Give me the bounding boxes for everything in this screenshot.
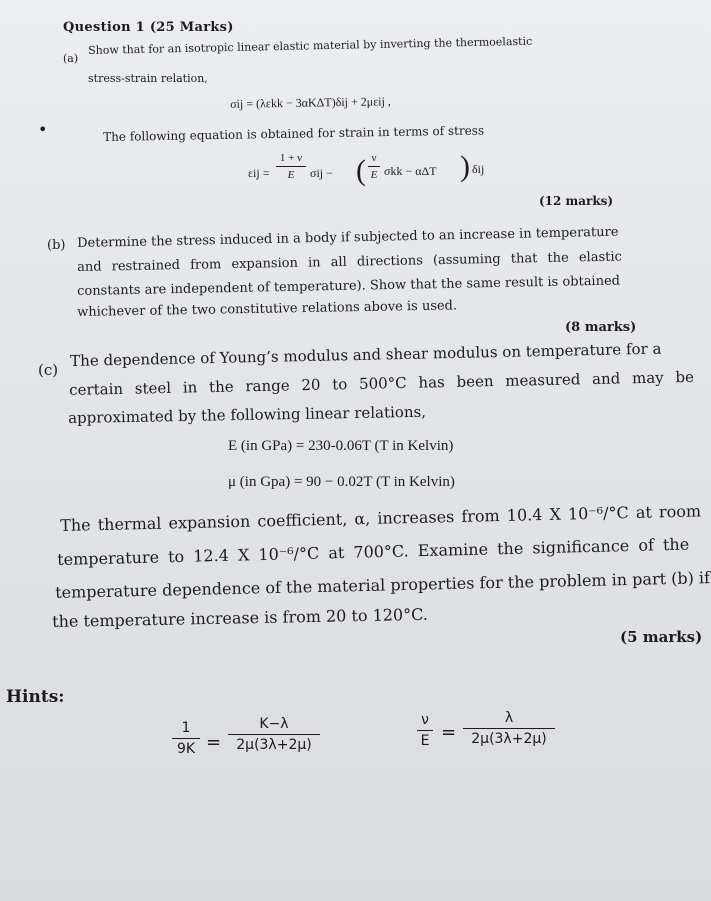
hint1-equals: = (206, 732, 222, 753)
eq2-lhs: εij = (248, 166, 270, 180)
bullet-mark: • (38, 120, 48, 139)
hint1-lhs-bar (172, 738, 200, 739)
eq2-frac-bar (276, 166, 306, 167)
equation-shear-modulus: μ (in Gpa) = 90 − 0.02T (T in Kelvin) (228, 474, 455, 490)
eq2-frac-den: E (287, 169, 295, 181)
part-c-line4: The thermal expansion coefficient, α, increases from 10.4 X 10⁻⁶/°C at room (60, 501, 702, 535)
part-a-line2: stress-strain relation, (88, 72, 208, 85)
hint2-lhs-fraction (417, 712, 433, 749)
hint-formula-poisson-ratio (417, 712, 587, 772)
eq2-paren-open: ( (356, 154, 366, 187)
part-b-label: (b) (47, 238, 66, 253)
hint2-equals: = (441, 722, 457, 743)
part-c-line6: temperature dependence of the material properties for the problem in part (b) if (55, 568, 711, 602)
eq2-tail: δij (472, 162, 485, 176)
part-b-line2: and restrained from expansion in all directions (assuming that the elastic (77, 249, 622, 275)
hint-formula-bulk-modulus (172, 716, 342, 780)
equation-strain-stress (248, 150, 508, 192)
part-c-label: (c) (38, 361, 59, 379)
part-b-line3: constants are independent of temperature). Show that the same result is obtained (77, 273, 621, 299)
hint1-lhs-fraction (172, 720, 200, 757)
part-c-marks: (5 marks) (620, 628, 703, 646)
hint1-rhs-den: 2μ(3λ+2μ) (236, 737, 312, 753)
hint1-rhs-fraction (228, 716, 320, 753)
eq2-paren-bar (368, 166, 380, 167)
part-a-label: (a) (63, 52, 79, 65)
part-b-line1: Determine the stress induced in a body if subjected to an increase in temperature (77, 224, 619, 251)
part-b-marks: (8 marks) (565, 320, 637, 335)
eq2-mid: σij − (310, 166, 333, 180)
part-c-line7: the temperature increase is from 20 to 120°C. (52, 604, 429, 631)
part-c-line2: certain steel in the range 20 to 500°C has been measured and may be (69, 367, 695, 399)
hint1-rhs-num: K−λ (259, 716, 289, 732)
eq2-paren-fraction (368, 152, 380, 181)
part-c-line5: temperature to 12.4 X 10⁻⁶/°C at 700°C. Examine the significance of the (57, 534, 690, 569)
eq2-rest: σkk − αΔT (384, 164, 437, 178)
part-a-line1: Show that for an isotropic linear elastic material by inverting the thermoelastic (88, 34, 533, 57)
hint2-lhs-den: E (420, 733, 430, 749)
eq2-paren-den: E (370, 169, 378, 181)
hint1-lhs-num: 1 (181, 720, 191, 736)
eq2-paren-num: ν (371, 152, 377, 164)
hint2-rhs-bar (463, 728, 555, 729)
eq2-frac-num: 1 + ν (279, 152, 303, 164)
part-c-line1: The dependence of Young’s modulus and shear modulus on temperature for a (70, 339, 662, 370)
hint2-rhs-fraction (463, 710, 555, 747)
part-a-line3: The following equation is obtained for strain in terms of stress (103, 123, 485, 144)
eq2-fraction (276, 152, 306, 181)
part-b-line4: whichever of the two constitutive relations above is used. (77, 298, 458, 320)
hint1-rhs-bar (228, 734, 320, 735)
equation-stress-strain: σij = (λεkk − 3αKΔT)δij + 2μεij , (230, 94, 391, 111)
part-c-line3: approximated by the following linear relations, (68, 402, 427, 427)
eq2-paren-close: ) (460, 150, 470, 183)
hint2-lhs-bar (417, 730, 433, 731)
hints-title: Hints: (6, 687, 65, 707)
equation-youngs-modulus: E (in GPa) = 230-0.06T (T in Kelvin) (228, 438, 454, 454)
question-title: Question 1 (25 Marks) (63, 20, 234, 35)
hint2-rhs-num: λ (504, 710, 514, 726)
hint2-rhs-den: 2μ(3λ+2μ) (471, 731, 547, 747)
part-a-marks: (12 marks) (539, 194, 614, 208)
hint2-lhs-num: ν (421, 712, 429, 728)
hint1-lhs-den: 9K (176, 741, 196, 757)
